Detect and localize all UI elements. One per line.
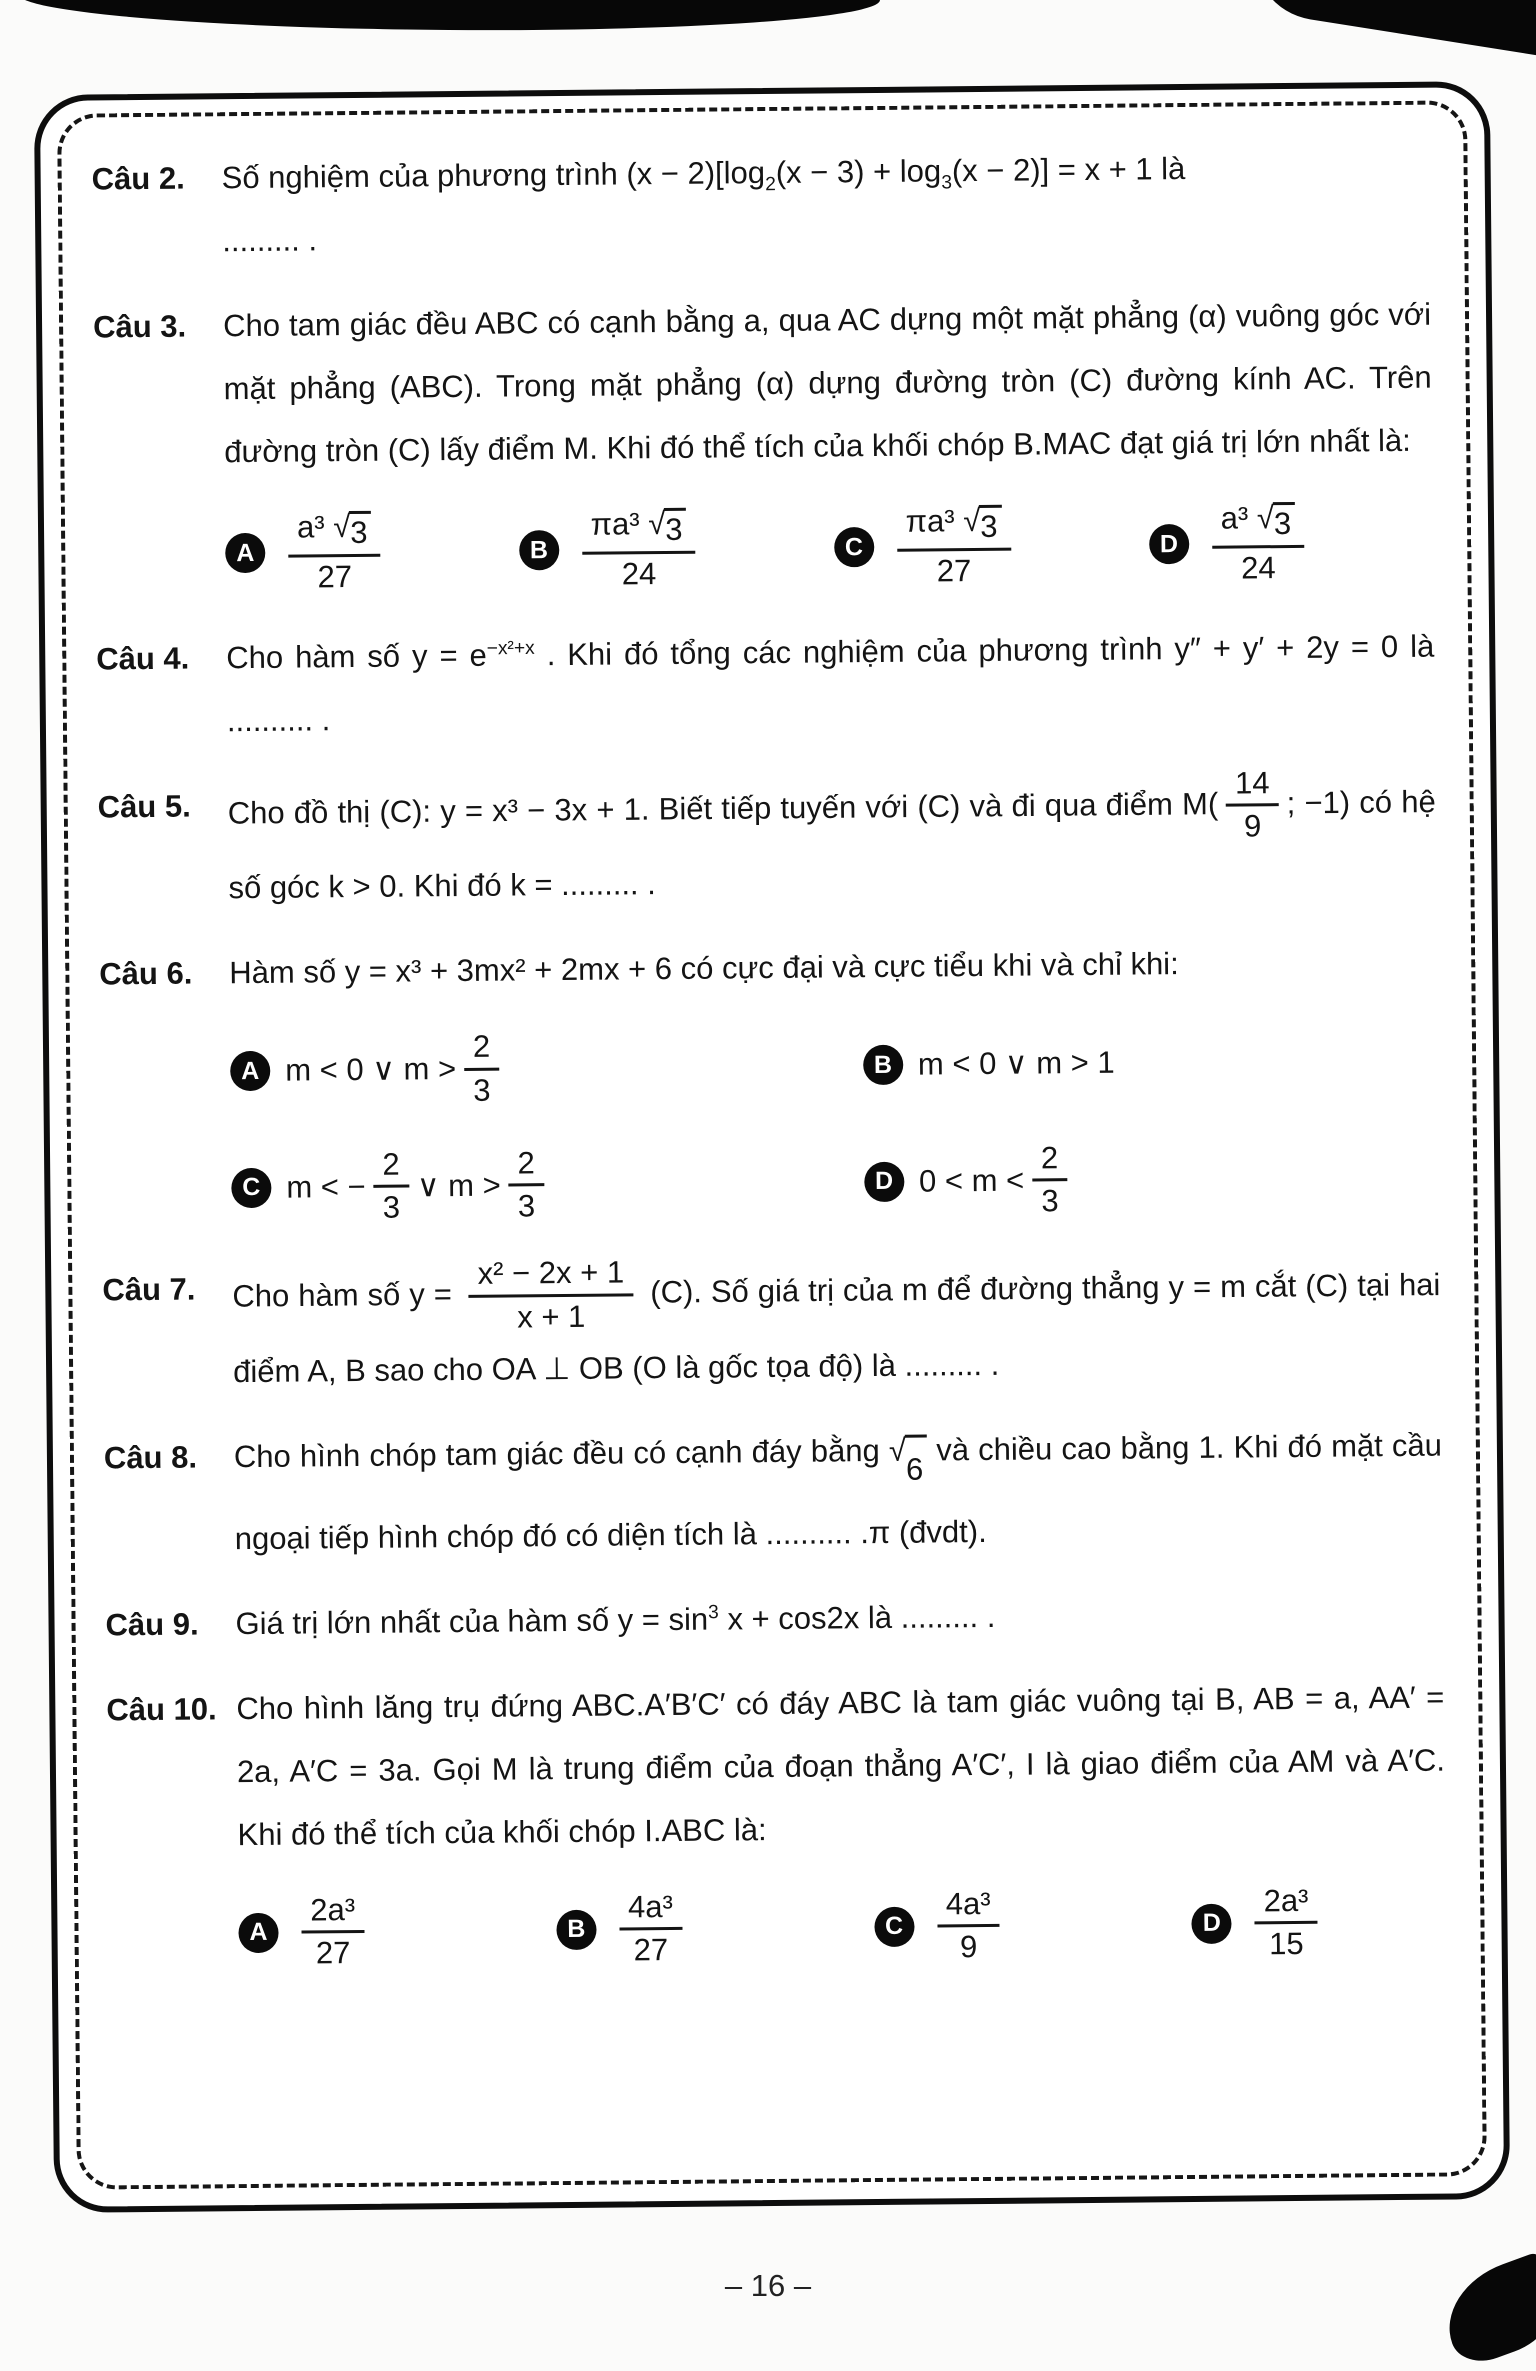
question-body <box>223 283 1434 604</box>
fraction <box>288 508 381 597</box>
content-frame <box>34 81 1510 2213</box>
question-number: Câu 7. <box>102 1271 196 1308</box>
numerator: 4a³ <box>937 1884 1000 1927</box>
question-body <box>235 1580 1444 1655</box>
question-row <box>97 762 1436 920</box>
option-letter-badge: C <box>874 1906 914 1946</box>
question-text: Giá trị lớn nhất của hàm số $y = \sin^3 x + \cos 2x$ là ......... . <box>235 1598 996 1641</box>
fraction <box>1212 499 1305 588</box>
question-text: Số nghiệm của phương trình $(x - 2)[\log_2(x - 3) + \log_3(x - 2)] = x + 1$ là <box>221 150 1186 196</box>
radical-sign: √ <box>648 505 666 542</box>
superscript: −x²+x <box>486 637 535 659</box>
question-text: Cho đồ thị (C): y = x³ − 3x + 1. Biết tiếp tuyến với (C) và đi qua điểm M( $\frac{14}{9}$ ; −1) có hệ số góc k > 0. Khi đó k = ......... . <box>227 764 1436 906</box>
sqrt-radical <box>333 511 372 553</box>
answer-options <box>225 499 1313 598</box>
denominator: 27 <box>315 1935 351 1971</box>
option-value: m < 0 ∨ m > 1 <box>917 1044 1115 1082</box>
answer-option-d <box>864 1135 1404 1223</box>
radicand: 3 <box>979 505 1002 547</box>
fraction <box>508 1144 544 1227</box>
question-row <box>106 1665 1447 1981</box>
question-number: Câu 8. <box>103 1439 198 1475</box>
option-value <box>1204 499 1313 589</box>
answer-option-d <box>1149 499 1313 589</box>
question-text: Cho hình lăng trụ đứng ABC.A′B′C′ có đáy ABC là tam giác vuông tại B, AB = a, AA′ = 2a, A′C = 3a. Gọi M là trung điểm của đoạn thẳng A′C′, I là giao điểm của AM và A′C. Khi đó thể tích của khối chóp I.ABC là: <box>236 1679 1446 1852</box>
page-number: – 16 – <box>724 2268 812 2303</box>
radical-sign: √ <box>963 502 981 539</box>
denominator: 27 <box>633 1932 669 1968</box>
option-letter-badge: D <box>864 1161 904 1201</box>
radicand: 3 <box>1273 502 1296 544</box>
subscript: 3 <box>941 172 953 194</box>
answer-option-a <box>225 508 389 598</box>
question-row <box>91 135 1430 274</box>
numerator: 4a³ <box>619 1887 682 1930</box>
numerator: 2 <box>1032 1139 1068 1182</box>
option-value <box>888 502 1019 592</box>
fraction <box>937 1884 1001 1967</box>
numerator: a³ √ 3 <box>288 508 381 558</box>
denominator: 24 <box>1240 549 1276 586</box>
option-letter-badge: C <box>231 1168 271 1208</box>
radical-sign: √ <box>1256 500 1275 536</box>
option-letter-badge: D <box>1192 1903 1232 1943</box>
question-body <box>229 930 1440 1236</box>
question-body <box>236 1665 1447 1980</box>
radicand: 3 <box>349 511 372 553</box>
numerator: 2a³ <box>301 1890 364 1933</box>
question-body <box>232 1246 1441 1403</box>
denominator: 9 <box>1243 808 1262 844</box>
denominator: 27 <box>936 552 972 589</box>
denominator: 24 <box>621 555 657 592</box>
answer-option-a <box>238 1890 373 1974</box>
question-body <box>234 1413 1443 1570</box>
fraction <box>464 1028 500 1111</box>
sqrt-radical <box>1257 502 1296 544</box>
fraction <box>1032 1139 1068 1222</box>
sqrt-radical <box>648 505 687 550</box>
fraction <box>1254 1881 1318 1964</box>
question-row <box>99 930 1440 1237</box>
denominator: 9 <box>959 1929 978 1965</box>
numerator: πa³ √ 3 <box>896 502 1010 552</box>
denominator: 15 <box>1269 1926 1304 1962</box>
question-number: Câu 5. <box>97 788 191 824</box>
question-number: Câu 9. <box>105 1606 199 1642</box>
option-letter-badge: B <box>519 530 559 570</box>
answer-option-d <box>1191 1881 1326 1965</box>
option-value <box>611 1887 691 1970</box>
fraction <box>301 1890 365 1973</box>
question-number: Câu 6. <box>99 955 193 992</box>
question-row <box>105 1580 1444 1656</box>
answer-option-a <box>230 1024 863 1113</box>
question-list <box>91 135 1447 1982</box>
numerator: a³ √ 3 <box>1212 499 1305 549</box>
superscript: 3 <box>708 1601 719 1623</box>
denominator: 3 <box>517 1188 536 1224</box>
option-letter-badge: A <box>225 533 265 573</box>
answer-option-b <box>556 1887 691 1971</box>
option-value: 0 < m < $\frac{2}{3}$ <box>919 1139 1076 1223</box>
option-letter-badge: A <box>230 1051 270 1091</box>
fraction <box>581 505 696 595</box>
option-value <box>573 505 704 595</box>
numerator: x² − 2x + 1 <box>468 1253 633 1297</box>
answer-option-b <box>518 505 704 595</box>
option-value: m < 0 ∨ m > $\frac{2}{3}$ <box>285 1028 508 1113</box>
question-text: Cho hình chóp tam giác đều có cạnh đáy bằng √ 6 và chiều cao bằng 1. Khi đó mặt cầu ngoại tiếp hình chóp đó có diện tích là .......... .π (đvdt). <box>233 1427 1443 1556</box>
scan-artifact-top-right <box>1245 0 1536 62</box>
denominator: 3 <box>473 1072 491 1108</box>
option-value <box>929 1884 1009 1967</box>
question-text: ......... . <box>222 222 318 259</box>
option-value <box>280 508 389 598</box>
question-row <box>93 283 1434 605</box>
numerator: 2 <box>464 1028 500 1071</box>
denominator: 27 <box>317 558 353 595</box>
question-number: Câu 10. <box>106 1690 217 1727</box>
question-row <box>96 614 1435 753</box>
question-row <box>104 1413 1443 1571</box>
question-number: Câu 4. <box>96 640 190 676</box>
option-value <box>1246 1881 1326 1964</box>
denominator: x + 1 <box>517 1298 586 1335</box>
fraction <box>373 1145 409 1228</box>
option-letter-badge: D <box>1149 524 1189 564</box>
numerator: 2 <box>373 1145 409 1188</box>
radical-sign: √ <box>888 1432 907 1468</box>
option-letter-badge: B <box>863 1045 903 1085</box>
option-letter-badge: B <box>556 1909 596 1949</box>
radicand: 6 <box>905 1434 928 1500</box>
question-number: Câu 3. <box>92 308 187 345</box>
answer-options <box>238 1881 1326 1974</box>
scan-artifact-top-band <box>18 0 880 33</box>
subscript: 2 <box>765 174 776 196</box>
denominator: 3 <box>382 1189 401 1225</box>
option-value: m < − $\frac{2}{3}$ ∨ m > $\frac{2}{3}$ <box>286 1144 552 1229</box>
dashed-border-frame <box>57 100 1487 2189</box>
fraction <box>896 502 1011 592</box>
question-text: Cho tam giác đều ABC có cạnh bằng a, qua AC dựng một mặt phẳng (α) vuông góc với mặt phẳng (ABC). Trong mặt phẳng (α) dựng đường tròn (C) đường kính AC. Trên đường tròn (C) lấy điểm M. Khi đó thể tích của khối chóp B.MAC đạt giá trị lớn nhất là: <box>222 296 1432 470</box>
question-text: Cho hàm số $y = e^{-x^2+x}$ . Khi đó tổng các nghiệm của phương trình y″ + y′ + 2y = 0 là .......... . <box>226 628 1435 738</box>
question-text: Hàm số y = x³ + 3mx² + 2mx + 6 có cực đại và cực tiểu khi và chỉ khi: <box>229 946 1179 991</box>
question-number: Câu 2. <box>91 160 185 197</box>
radical-sign: √ <box>333 509 351 545</box>
fraction <box>468 1253 633 1337</box>
fraction <box>1226 764 1279 847</box>
question-body <box>227 762 1436 919</box>
question-body <box>226 614 1435 752</box>
option-letter-badge: C <box>834 527 874 567</box>
answer-option-c <box>833 502 1019 592</box>
option-value <box>293 1890 373 1973</box>
answer-option-c <box>874 1884 1009 1968</box>
numerator: πa³ √ 3 <box>581 505 695 555</box>
sqrt-radical <box>963 502 1002 547</box>
question-text: Cho hàm số y = $\frac{\text{x² − 2x + 1}}{x + 1}$ (C). Số giá trị của m để đường thẳng y = m cắt (C) tại hai điểm A, B sao cho OA ⊥ OB (O là gốc tọa độ) là ......... . <box>232 1254 1441 1389</box>
radicand: 3 <box>664 508 687 550</box>
numerator: 2 <box>508 1144 544 1187</box>
question-body <box>221 135 1430 273</box>
option-letter-badge: A <box>238 1913 278 1953</box>
numerator: 14 <box>1226 764 1279 807</box>
answer-option-b <box>863 1019 1403 1107</box>
sqrt-radical <box>889 1434 928 1500</box>
numerator: 2a³ <box>1254 1881 1317 1924</box>
question-row <box>102 1246 1441 1404</box>
fraction <box>619 1887 683 1970</box>
answer-options <box>230 1019 1404 1229</box>
denominator: 3 <box>1041 1183 1059 1219</box>
answer-option-c <box>231 1141 864 1230</box>
